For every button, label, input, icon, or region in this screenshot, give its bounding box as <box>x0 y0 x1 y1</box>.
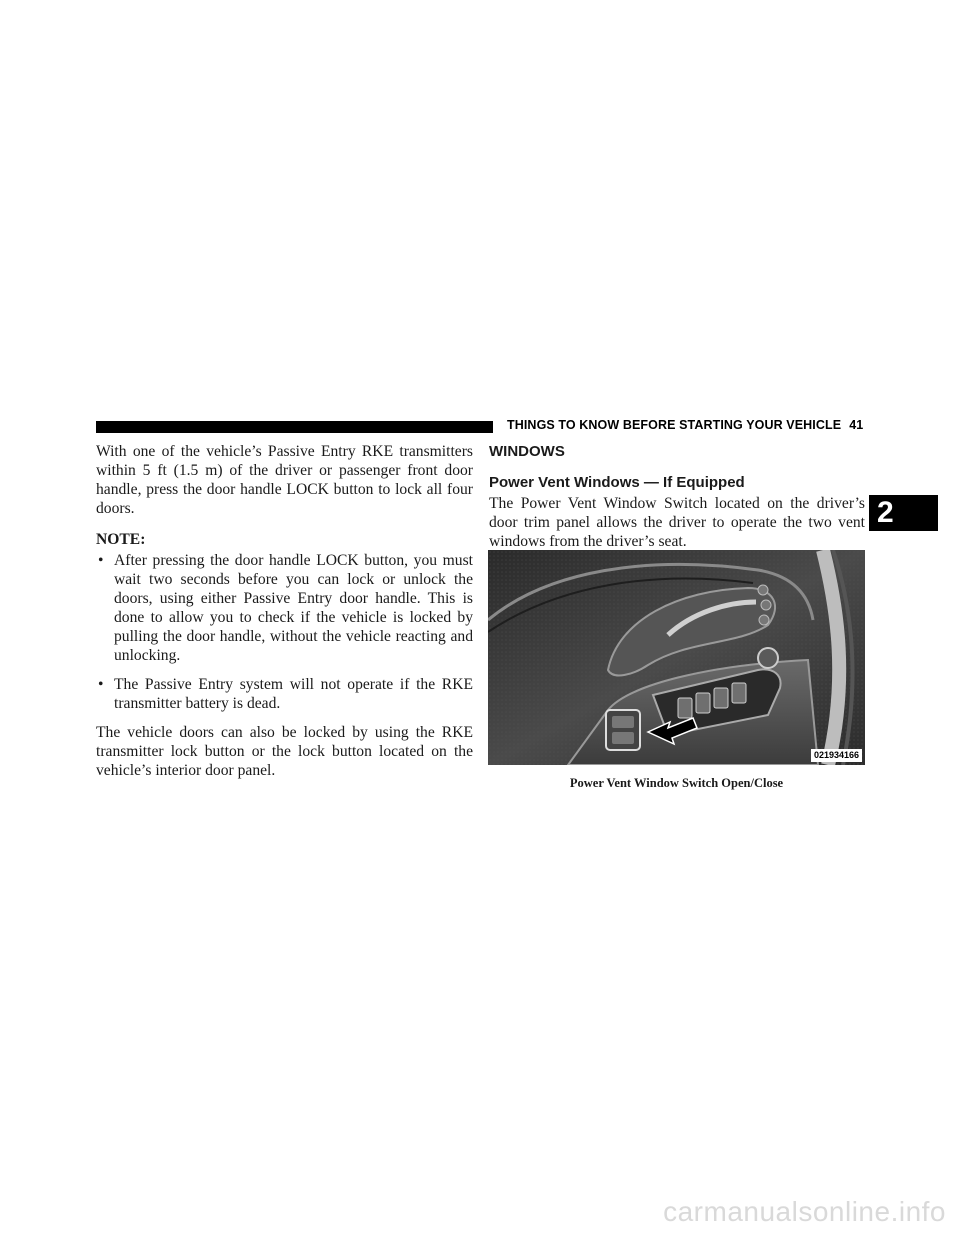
door-panel-drawing <box>488 550 865 765</box>
bullet-text: The Passive Entry system will not operate if the RKE transmitter battery is dead. <box>114 676 473 712</box>
subsection-title: Power Vent Windows — If Equipped <box>489 474 745 491</box>
door-panel-illustration <box>488 550 865 765</box>
bullet-item <box>96 675 473 713</box>
bullet-marker: • <box>98 676 104 693</box>
note-label: NOTE: <box>96 531 146 548</box>
bullet-marker: • <box>98 552 104 569</box>
watermark: carmanualsonline.info <box>663 1196 946 1227</box>
figure-caption: Power Vent Window Switch Open/Close <box>569 776 784 790</box>
chapter-tab: 2 <box>869 495 938 531</box>
section-body: The Power Vent Window Switch located on the driver’s door trim panel allows the driver to operate the two vent windows from the driver’s seat. <box>489 495 865 550</box>
intro-paragraph: With one of the vehicle’s Passive Entry RKE transmitters within 5 ft (1.5 m) of the driver or passenger front door handle, press the door handle LOCK button to lock all four doors. <box>96 443 473 517</box>
left-column <box>96 442 473 780</box>
right-column <box>489 442 865 551</box>
bullet-item <box>96 551 473 665</box>
running-header <box>507 418 863 432</box>
note-bullets <box>96 551 473 713</box>
bullet-text: After pressing the door handle LOCK button, you must wait two seconds before you can lock or unlock the doors, using either Passive Entry door handle. This is done to allow you to check if the vehicle is locked by pulling the door handle, without the vehicle reacting and unlocking. <box>114 552 473 664</box>
header-rule <box>96 421 493 433</box>
figure-id: 021934166 <box>811 749 862 762</box>
page-number: 41 <box>849 418 864 432</box>
closing-paragraph: The vehicle doors can also be locked by using the RKE transmitter lock button or the lock button located on the vehicle’s interior door panel. <box>96 724 473 779</box>
section-title: WINDOWS <box>489 443 565 460</box>
header-title: THINGS TO KNOW BEFORE STARTING YOUR VEHICLE <box>507 418 842 432</box>
